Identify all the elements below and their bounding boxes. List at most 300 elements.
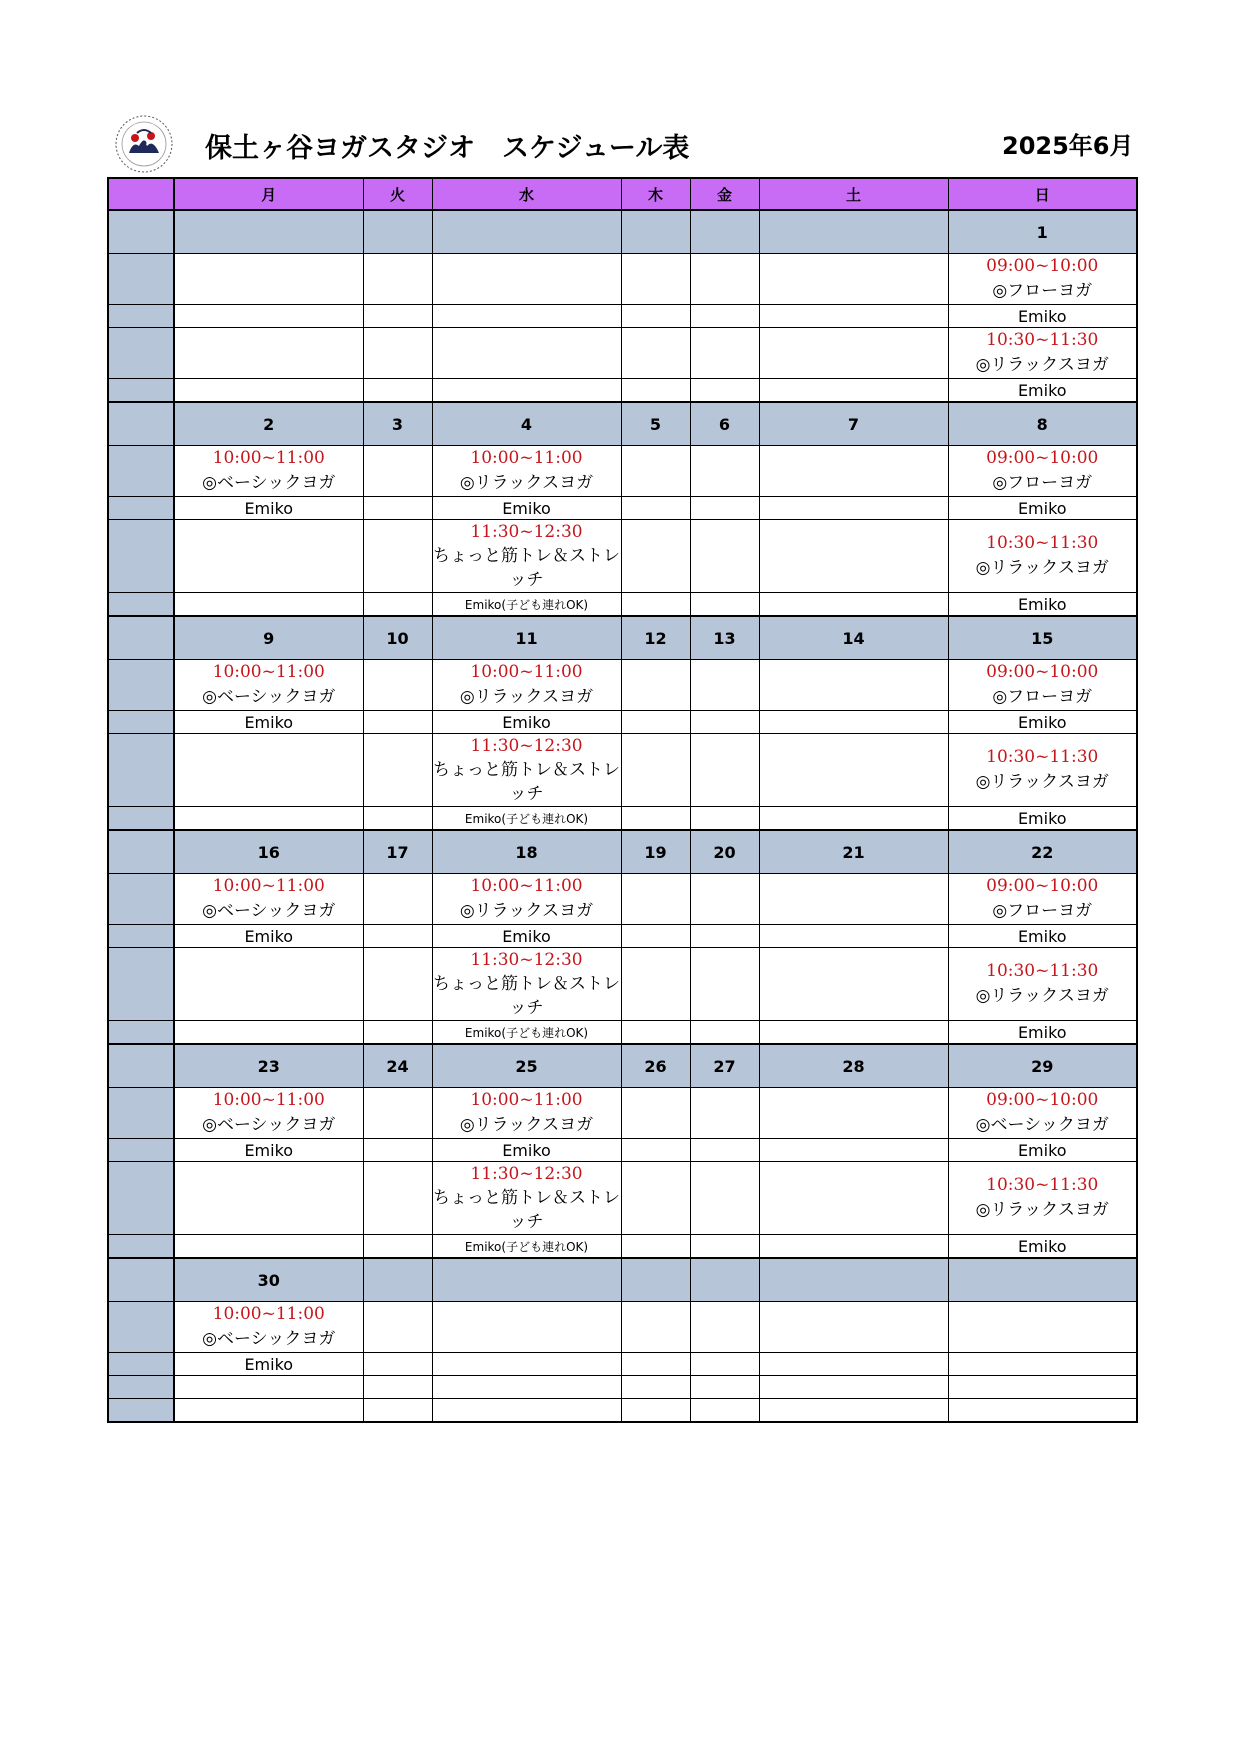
empty-row (108, 1399, 1137, 1423)
empty-cell (432, 379, 621, 403)
empty-cell (432, 328, 621, 379)
empty-cell (690, 807, 759, 831)
side-cell (108, 734, 174, 807)
instructor-row (108, 1021, 1137, 1045)
weekday-mon: 月 (174, 178, 363, 210)
class-slot (432, 660, 621, 711)
empty-cell (690, 1353, 759, 1376)
empty-cell (759, 1235, 948, 1259)
class-name: ◎フローヨガ (992, 281, 1093, 301)
date-cell (432, 210, 621, 254)
date-cell (174, 210, 363, 254)
empty-cell (174, 1021, 363, 1045)
date-cell: 26 (621, 1044, 690, 1088)
date-cell: 4 (432, 402, 621, 446)
empty-cell (759, 1376, 948, 1399)
empty-cell (363, 254, 432, 305)
date-cell: 27 (690, 1044, 759, 1088)
instructor-name: Emiko (174, 711, 363, 734)
empty-cell (759, 807, 948, 831)
class-slot (432, 1088, 621, 1139)
instructor-name: Emiko (948, 379, 1137, 403)
instructor-name: Emiko(子ども連れOK) (432, 1235, 621, 1259)
class-name: ◎フローヨガ (992, 901, 1093, 921)
instructor-name: Emiko (174, 497, 363, 520)
class-slot (948, 254, 1137, 305)
empty-cell (621, 379, 690, 403)
class-time: 11:30~12:30 (470, 736, 583, 756)
class-row (108, 874, 1137, 925)
class-name: ◎ベーシックヨガ (202, 473, 336, 493)
empty-cell (363, 1235, 432, 1259)
empty-cell (690, 520, 759, 593)
empty-cell (759, 711, 948, 734)
date-cell: 24 (363, 1044, 432, 1088)
class-time: 09:00~10:00 (986, 256, 1099, 276)
class-slot (948, 520, 1137, 593)
empty-cell (363, 807, 432, 831)
empty-cell (621, 711, 690, 734)
class-name: ◎リラックスヨガ (975, 1200, 1109, 1220)
empty-cell (363, 328, 432, 379)
side-cell (108, 210, 174, 254)
empty-cell (759, 305, 948, 328)
empty-cell (621, 1162, 690, 1235)
empty-cell (690, 734, 759, 807)
side-cell (108, 925, 174, 948)
class-name: ◎ベーシックヨガ (202, 901, 336, 921)
empty-cell (759, 1162, 948, 1235)
class-time: 10:00~11:00 (470, 1090, 583, 1110)
date-cell: 9 (174, 616, 363, 660)
empty-cell (759, 874, 948, 925)
instructor-row (108, 1139, 1137, 1162)
empty-cell (759, 660, 948, 711)
empty-cell (621, 593, 690, 617)
empty-cell (759, 254, 948, 305)
empty-cell (690, 1376, 759, 1399)
class-time: 09:00~10:00 (986, 1090, 1099, 1110)
date-cell: 2 (174, 402, 363, 446)
side-cell (108, 616, 174, 660)
class-slot (174, 874, 363, 925)
empty-cell (363, 711, 432, 734)
empty-cell (690, 874, 759, 925)
side-cell (108, 1139, 174, 1162)
date-cell: 10 (363, 616, 432, 660)
date-cell (621, 1258, 690, 1302)
empty-cell (759, 1088, 948, 1139)
instructor-name: Emiko (948, 925, 1137, 948)
class-name: ◎リラックスヨガ (459, 473, 594, 493)
side-cell (108, 1376, 174, 1399)
instructor-row (108, 497, 1137, 520)
empty-cell (363, 1353, 432, 1376)
empty-cell (621, 734, 690, 807)
class-row (108, 948, 1137, 1021)
empty-cell (621, 1399, 690, 1423)
empty-cell (621, 1235, 690, 1259)
class-name: ◎フローヨガ (992, 473, 1093, 493)
class-row (108, 328, 1137, 379)
class-slot (948, 1162, 1137, 1235)
side-cell (108, 1353, 174, 1376)
empty-cell (621, 948, 690, 1021)
empty-cell (363, 1162, 432, 1235)
empty-cell (690, 593, 759, 617)
empty-cell (432, 1399, 621, 1423)
side-cell (108, 178, 174, 210)
date-cell: 5 (621, 402, 690, 446)
empty-cell (174, 1399, 363, 1423)
empty-cell (174, 379, 363, 403)
empty-cell (690, 660, 759, 711)
class-slot (432, 874, 621, 925)
side-cell (108, 593, 174, 617)
instructor-name: Emiko (948, 711, 1137, 734)
empty-cell (621, 1088, 690, 1139)
instructor-name: Emiko (432, 925, 621, 948)
instructor-row (108, 925, 1137, 948)
empty-cell (174, 1235, 363, 1259)
empty-cell (363, 497, 432, 520)
class-name: ちょっと筋トレ＆ストレッチ (433, 1188, 620, 1232)
instructor-name: Emiko(子ども連れOK) (432, 593, 621, 617)
empty-row (108, 1376, 1137, 1399)
class-slot (432, 520, 621, 593)
empty-cell (690, 948, 759, 1021)
class-slot (432, 446, 621, 497)
empty-cell (759, 1021, 948, 1045)
empty-cell (432, 254, 621, 305)
instructor-name: Emiko (948, 1235, 1137, 1259)
empty-cell (621, 874, 690, 925)
studio-logo-icon (113, 113, 175, 175)
class-row (108, 660, 1137, 711)
empty-cell (690, 446, 759, 497)
class-time: 10:30~11:30 (986, 1175, 1099, 1195)
instructor-name: Emiko (948, 593, 1137, 617)
instructor-name: Emiko (432, 711, 621, 734)
instructor-row (108, 593, 1137, 617)
class-name: ちょっと筋トレ＆ストレッチ (433, 546, 620, 590)
empty-cell (690, 1139, 759, 1162)
date-cell: 29 (948, 1044, 1137, 1088)
empty-cell (948, 1399, 1137, 1423)
class-slot (174, 660, 363, 711)
date-cell: 18 (432, 830, 621, 874)
instructor-row (108, 379, 1137, 403)
instructor-name: Emiko (948, 497, 1137, 520)
empty-cell (690, 1235, 759, 1259)
date-row (108, 1044, 1137, 1088)
date-cell: 14 (759, 616, 948, 660)
class-row (108, 1302, 1137, 1353)
side-cell (108, 1044, 174, 1088)
empty-cell (363, 948, 432, 1021)
class-time: 10:00~11:00 (470, 662, 583, 682)
date-cell: 17 (363, 830, 432, 874)
date-cell: 15 (948, 616, 1137, 660)
side-cell (108, 520, 174, 593)
class-slot (174, 1088, 363, 1139)
weekday-header-row (108, 178, 1137, 210)
empty-cell (363, 925, 432, 948)
class-name: ◎リラックスヨガ (459, 1115, 594, 1135)
instructor-name: Emiko (948, 1139, 1137, 1162)
empty-cell (759, 520, 948, 593)
weekday-sun: 日 (948, 178, 1137, 210)
instructor-name: Emiko (948, 305, 1137, 328)
class-time: 09:00~10:00 (986, 876, 1099, 896)
class-name: ちょっと筋トレ＆ストレッチ (433, 974, 620, 1018)
class-row (108, 1162, 1137, 1235)
empty-cell (759, 1399, 948, 1423)
date-cell: 6 (690, 402, 759, 446)
class-name: ◎リラックスヨガ (975, 772, 1109, 792)
class-time: 10:30~11:30 (986, 747, 1099, 767)
empty-cell (621, 1353, 690, 1376)
empty-cell (174, 520, 363, 593)
class-name: ◎リラックスヨガ (459, 687, 594, 707)
class-time: 11:30~12:30 (470, 950, 583, 970)
empty-cell (432, 1302, 621, 1353)
empty-cell (174, 593, 363, 617)
class-slot (948, 874, 1137, 925)
class-row (108, 734, 1137, 807)
empty-cell (690, 1088, 759, 1139)
side-cell (108, 1302, 174, 1353)
empty-cell (432, 1353, 621, 1376)
side-cell (108, 1258, 174, 1302)
side-cell (108, 1021, 174, 1045)
empty-cell (174, 254, 363, 305)
date-cell (432, 1258, 621, 1302)
empty-cell (363, 446, 432, 497)
empty-cell (759, 328, 948, 379)
empty-cell (621, 1139, 690, 1162)
date-cell: 28 (759, 1044, 948, 1088)
weekday-fri: 金 (690, 178, 759, 210)
weekday-wed: 水 (432, 178, 621, 210)
class-time: 10:00~11:00 (212, 448, 325, 468)
class-name: ◎リラックスヨガ (975, 558, 1109, 578)
empty-cell (759, 925, 948, 948)
class-name: ◎ベーシックヨガ (202, 687, 336, 707)
date-cell (690, 1258, 759, 1302)
empty-cell (759, 379, 948, 403)
empty-cell (690, 305, 759, 328)
date-cell: 11 (432, 616, 621, 660)
empty-cell (759, 497, 948, 520)
class-time: 10:00~11:00 (212, 1304, 325, 1324)
side-cell (108, 497, 174, 520)
empty-cell (621, 1021, 690, 1045)
side-cell (108, 305, 174, 328)
class-row (108, 1088, 1137, 1139)
date-cell: 7 (759, 402, 948, 446)
instructor-name: Emiko (948, 1021, 1137, 1045)
date-cell: 13 (690, 616, 759, 660)
class-slot (432, 948, 621, 1021)
weekday-tue: 火 (363, 178, 432, 210)
empty-cell (174, 1162, 363, 1235)
class-row (108, 520, 1137, 593)
side-cell (108, 1088, 174, 1139)
empty-cell (621, 446, 690, 497)
class-slot (948, 446, 1137, 497)
date-cell (363, 1258, 432, 1302)
instructor-name: Emiko(子ども連れOK) (432, 1021, 621, 1045)
class-time: 10:00~11:00 (212, 876, 325, 896)
side-cell (108, 830, 174, 874)
class-name: ◎フローヨガ (992, 687, 1093, 707)
date-row (108, 210, 1137, 254)
empty-cell (690, 1302, 759, 1353)
instructor-name: Emiko(子ども連れOK) (432, 807, 621, 831)
date-row (108, 402, 1137, 446)
class-slot (948, 660, 1137, 711)
side-cell (108, 711, 174, 734)
class-time: 10:00~11:00 (212, 662, 325, 682)
side-cell (108, 1399, 174, 1423)
side-cell (108, 254, 174, 305)
empty-cell (621, 520, 690, 593)
empty-cell (174, 734, 363, 807)
instructor-name: Emiko (948, 807, 1137, 831)
instructor-name: Emiko (174, 925, 363, 948)
class-name: ◎リラックスヨガ (975, 986, 1109, 1006)
empty-cell (621, 1302, 690, 1353)
class-name: ◎リラックスヨガ (459, 901, 594, 921)
class-name: ◎ベーシックヨガ (975, 1115, 1109, 1135)
class-time: 10:00~11:00 (470, 876, 583, 896)
date-cell (948, 1258, 1137, 1302)
class-slot (948, 734, 1137, 807)
empty-cell (174, 948, 363, 1021)
side-cell (108, 402, 174, 446)
empty-cell (948, 1302, 1137, 1353)
date-cell (690, 210, 759, 254)
date-row (108, 616, 1137, 660)
instructor-name: Emiko (174, 1139, 363, 1162)
date-row (108, 830, 1137, 874)
class-slot (174, 1302, 363, 1353)
empty-cell (759, 734, 948, 807)
page-title: 保土ヶ谷ヨガスタジオ スケジュール表 (205, 133, 690, 164)
side-cell (108, 660, 174, 711)
date-cell: 22 (948, 830, 1137, 874)
class-time: 10:30~11:30 (986, 533, 1099, 553)
empty-cell (363, 1376, 432, 1399)
date-cell: 25 (432, 1044, 621, 1088)
empty-cell (363, 379, 432, 403)
empty-cell (759, 593, 948, 617)
empty-cell (690, 254, 759, 305)
side-cell (108, 379, 174, 403)
empty-cell (363, 1088, 432, 1139)
empty-cell (759, 948, 948, 1021)
empty-cell (174, 305, 363, 328)
empty-cell (948, 1353, 1137, 1376)
empty-cell (363, 1302, 432, 1353)
empty-cell (759, 1353, 948, 1376)
date-cell: 8 (948, 402, 1137, 446)
class-slot (432, 1162, 621, 1235)
class-slot (948, 1088, 1137, 1139)
schedule-month: 2025年6月 (1002, 132, 1134, 160)
class-time: 10:30~11:30 (986, 330, 1099, 350)
weekday-thu: 木 (621, 178, 690, 210)
class-row (108, 446, 1137, 497)
date-cell (759, 1258, 948, 1302)
side-cell (108, 948, 174, 1021)
empty-cell (948, 1376, 1137, 1399)
side-cell (108, 807, 174, 831)
empty-cell (759, 1139, 948, 1162)
empty-cell (363, 305, 432, 328)
empty-cell (690, 925, 759, 948)
instructor-row (108, 305, 1137, 328)
empty-cell (690, 328, 759, 379)
instructor-row (108, 1353, 1137, 1376)
empty-cell (363, 734, 432, 807)
empty-cell (363, 660, 432, 711)
empty-cell (690, 1162, 759, 1235)
instructor-name: Emiko (432, 497, 621, 520)
empty-cell (759, 1302, 948, 1353)
empty-cell (174, 807, 363, 831)
instructor-name: Emiko (432, 1139, 621, 1162)
date-cell: 21 (759, 830, 948, 874)
class-row (108, 254, 1137, 305)
empty-cell (621, 925, 690, 948)
date-cell: 19 (621, 830, 690, 874)
empty-cell (621, 328, 690, 379)
empty-cell (432, 305, 621, 328)
empty-cell (621, 1376, 690, 1399)
date-cell: 23 (174, 1044, 363, 1088)
class-time: 09:00~10:00 (986, 662, 1099, 682)
date-cell: 16 (174, 830, 363, 874)
class-slot (948, 948, 1137, 1021)
empty-cell (621, 807, 690, 831)
class-time: 10:00~11:00 (470, 448, 583, 468)
date-cell: 1 (948, 210, 1137, 254)
side-cell (108, 1162, 174, 1235)
class-time: 10:00~11:00 (212, 1090, 325, 1110)
date-cell: 3 (363, 402, 432, 446)
date-cell: 12 (621, 616, 690, 660)
empty-cell (690, 1021, 759, 1045)
side-cell (108, 446, 174, 497)
schedule-table (107, 177, 1138, 1423)
empty-cell (363, 1139, 432, 1162)
class-slot (174, 446, 363, 497)
date-cell (759, 210, 948, 254)
class-slot (948, 328, 1137, 379)
date-cell: 20 (690, 830, 759, 874)
empty-cell (432, 1376, 621, 1399)
class-time: 11:30~12:30 (470, 1164, 583, 1184)
empty-cell (690, 711, 759, 734)
class-time: 09:00~10:00 (986, 448, 1099, 468)
class-name: ◎ベーシックヨガ (202, 1115, 336, 1135)
instructor-name: Emiko (174, 1353, 363, 1376)
empty-cell (621, 497, 690, 520)
side-cell (108, 874, 174, 925)
instructor-row (108, 1235, 1137, 1259)
